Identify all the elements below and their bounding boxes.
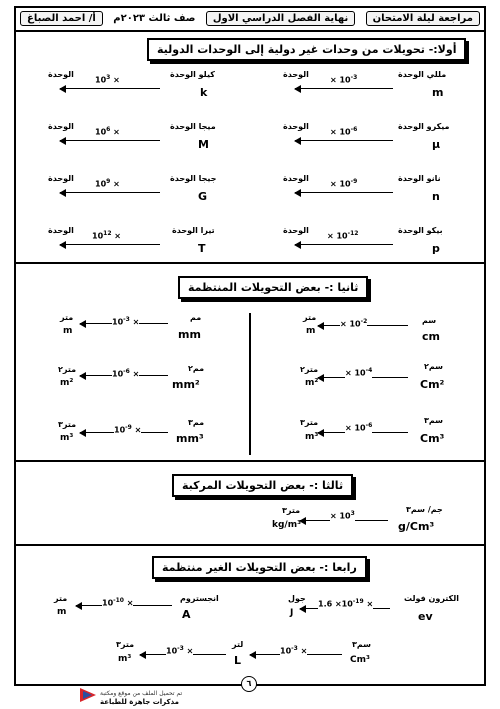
s3-src-word: جم/ سم٣ — [406, 505, 443, 514]
row2-right-name: ميكرو الوحدة — [398, 122, 450, 131]
row2-right-arrow — [295, 140, 393, 141]
s2-r2-dst-word: متر٢ — [300, 365, 319, 374]
row1-left-factor: $10^3$ × — [95, 74, 120, 85]
s2-r2-src-symbol: Cm² — [420, 378, 445, 391]
row2-left-name: ميجا الوحدة — [170, 122, 216, 131]
s4-r1-src-symbol: ev — [418, 610, 433, 623]
s2-r1-dst-symbol: m — [306, 326, 316, 336]
row3-left-factor: $10^9$ × — [95, 178, 120, 189]
row3-right-target: الوحدة — [283, 174, 309, 183]
s2-l1-src-word: مم — [190, 313, 202, 322]
s4-r2-src-symbol: Cm³ — [350, 655, 370, 665]
s4-r2-factor: $10^{-3}$ × — [280, 645, 308, 656]
row2-left-factor: $10^6$ × — [95, 126, 120, 137]
s2-l2-dst-symbol: m² — [60, 378, 74, 388]
term-label: نهاية الفصل الدراسي الاول — [206, 11, 355, 26]
divider — [14, 460, 486, 462]
s2-l2-factor: $10^{-6}$ × — [112, 368, 140, 379]
footer-line-2: مذكرات جاهزة للطباعة — [100, 698, 179, 706]
divider — [14, 544, 486, 546]
s4-l1-dst-symbol: m — [57, 607, 67, 617]
s2-r1-src-symbol: cm — [422, 330, 440, 343]
row2-left-target: الوحدة — [48, 122, 74, 131]
s4-r2-dst-word: لتر — [232, 640, 244, 649]
s4-r2-dst-symbol: L — [234, 654, 242, 667]
row3-right-symbol: n — [432, 190, 440, 203]
s3-src-symbol: g/Cm³ — [398, 520, 435, 533]
row4-left-arrow — [60, 244, 160, 245]
row4-right-target: الوحدة — [283, 226, 309, 235]
grade-label: صف ثالث ٢٠٢٣م — [113, 12, 196, 24]
row1-right-name: مللي الوحدة — [398, 70, 447, 79]
s2-l2-src-symbol: mm² — [172, 378, 200, 391]
row4-left-target: الوحدة — [48, 226, 74, 235]
s2-l3-dst-word: متر٣ — [58, 420, 77, 429]
s4-l1-dst-word: متر — [54, 594, 68, 603]
s4-r2-src-word: سم٣ — [352, 640, 372, 649]
s2-r1-factor: × $10^{-2}$ — [340, 318, 368, 329]
section-3-title: ثالثا :- بعض التحويلات المركبة — [172, 474, 353, 497]
s4-l1-factor: $10^{-10}$ × — [102, 597, 134, 608]
s2-l3-factor: $10^{-9}$ × — [114, 424, 142, 435]
logo-icon — [80, 688, 96, 702]
divider — [14, 262, 486, 264]
section-1-title: أولا:- تحويلات من وحدات غير دولية إلى الوحدات الدولية — [147, 38, 466, 61]
row2-left-symbol: M — [198, 138, 209, 151]
row3-left-target: الوحدة — [48, 174, 74, 183]
page-header — [14, 6, 486, 32]
s2-l3-dst-symbol: m³ — [60, 433, 74, 443]
row4-left-symbol: T — [198, 242, 206, 255]
row1-right-symbol: m — [432, 86, 444, 99]
s3-factor: × $10^3$ — [330, 510, 355, 521]
s2-l1-dst-word: متر — [60, 313, 74, 322]
row1-left-target: الوحدة — [48, 70, 74, 79]
row1-right-factor: × $10^{-3}$ — [330, 74, 358, 85]
row4-right-factor: × $10^{-12}$ — [327, 230, 359, 241]
row2-right-factor: × $10^{-6}$ — [330, 126, 358, 137]
s4-l2-factor: $10^{-3}$ × — [166, 645, 194, 656]
author-label: أ/ احمد الصباغ — [20, 11, 103, 26]
s2-r1-dst-word: متر — [303, 313, 317, 322]
row3-left-arrow — [60, 192, 160, 193]
row4-left-factor: $10^{12}$ × — [92, 230, 121, 241]
row2-left-arrow — [60, 140, 160, 141]
s2-r3-dst-symbol: m³ — [305, 432, 319, 442]
s2-l2-src-word: مم٢ — [188, 364, 205, 373]
s2-l3-src-word: مم٣ — [188, 418, 205, 427]
row3-right-factor: × $10^{-9}$ — [330, 178, 358, 189]
row1-right-target: الوحدة — [283, 70, 309, 79]
s2-r3-dst-word: متر٣ — [300, 418, 319, 427]
s3-dst-word: متر٣ — [282, 506, 301, 515]
row4-right-arrow — [295, 244, 393, 245]
s2-l1-src-symbol: mm — [178, 328, 201, 341]
footer-line-1: تم تحميل الملف من موقع ومكتبة — [100, 690, 183, 697]
footer — [100, 690, 182, 706]
section-2-title: ثانيا :- بعض التحويلات المنتظمة — [178, 276, 368, 299]
review-label: مراجعة ليلة الامتحان — [366, 11, 480, 26]
row3-right-name: نانو الوحدة — [398, 174, 441, 183]
s3-dst-symbol: kg/m³ — [272, 520, 302, 530]
row4-right-name: بيكو الوحدة — [398, 226, 443, 235]
s4-l2-dst-symbol: m³ — [118, 654, 132, 664]
s2-l3-src-symbol: mm³ — [176, 432, 204, 445]
column-divider — [249, 313, 251, 455]
row1-right-arrow — [295, 88, 393, 89]
row3-left-symbol: G — [198, 190, 208, 203]
s4-l2-dst-word: متر٣ — [116, 640, 135, 649]
s4-r1-dst-symbol: J — [290, 608, 294, 618]
section-4-title: رابعا :- بعض التحويلات الغير منتظمة — [152, 556, 367, 579]
row3-right-arrow — [295, 192, 393, 193]
s2-l1-dst-symbol: m — [63, 326, 73, 336]
s2-r3-src-word: سم٣ — [424, 416, 444, 425]
s2-l1-factor: $10^{-3}$ × — [112, 316, 140, 327]
s2-l2-dst-word: متر٢ — [58, 365, 77, 374]
s2-r2-dst-symbol: m² — [305, 378, 319, 388]
row2-right-symbol: μ — [432, 138, 441, 151]
page-number: ٦ — [241, 676, 257, 692]
s2-r2-factor: × $10^{-4}$ — [345, 367, 373, 378]
s4-l1-src-word: انجستروم — [180, 594, 219, 603]
s4-l1-src-symbol: A — [182, 608, 191, 621]
s2-r1-src-word: سم — [422, 316, 437, 325]
row3-left-name: جيجا الوحدة — [170, 174, 217, 183]
s4-r1-dst-word: جول — [288, 594, 306, 603]
s4-r1-src-word: الكترون فولت — [404, 594, 459, 603]
row4-left-name: تيرا الوحدة — [172, 226, 215, 235]
row2-right-target: الوحدة — [283, 122, 309, 131]
s2-r2-src-word: سم٢ — [424, 362, 444, 371]
row1-left-symbol: k — [200, 86, 208, 99]
s4-r1-factor: $1.6 \times 10^{-19}$ × — [318, 598, 374, 609]
s2-r3-factor: × $10^{-6}$ — [345, 422, 373, 433]
row1-left-arrow — [60, 88, 160, 89]
row4-right-symbol: p — [432, 242, 440, 255]
row1-left-name: كيلو الوحدة — [170, 70, 215, 79]
s2-r3-src-symbol: Cm³ — [420, 432, 445, 445]
